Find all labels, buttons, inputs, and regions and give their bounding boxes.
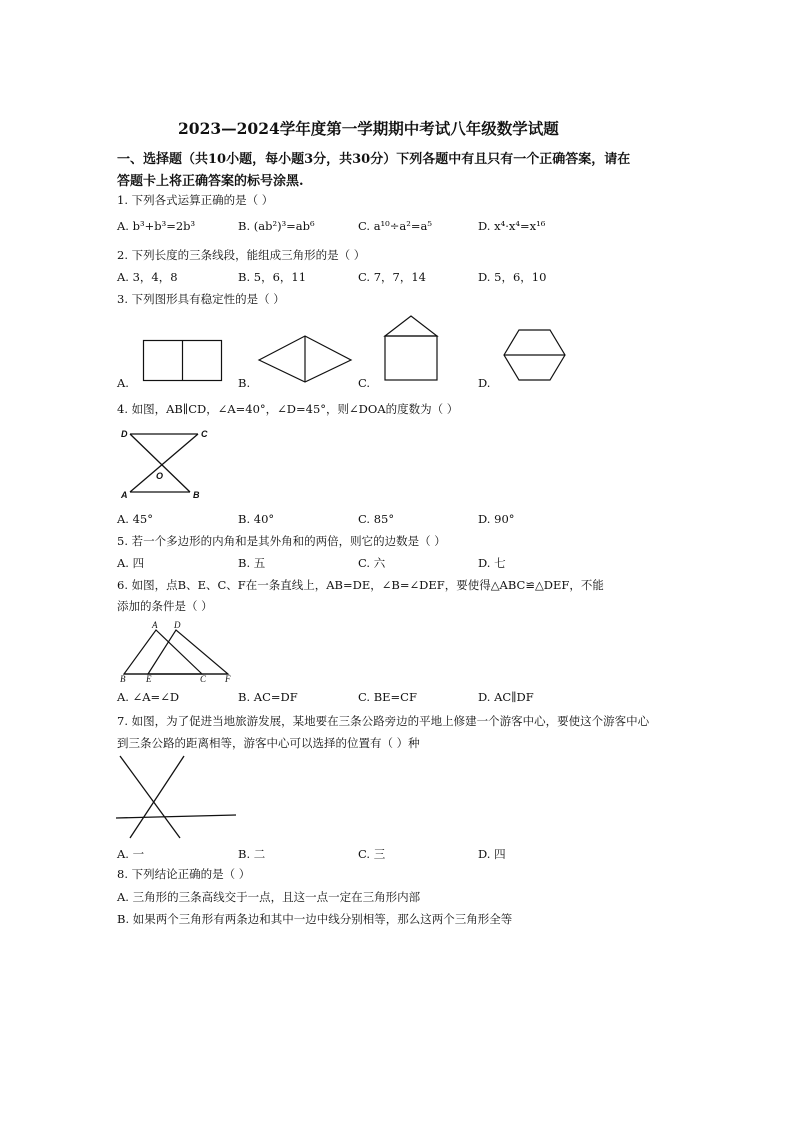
question-2-stem: 2. 下列长度的三条线段，能组成三角形的是（ ） [117, 248, 366, 262]
q2-option-d: D. 5，6，10 [478, 270, 547, 284]
q4-label-a: A [121, 490, 128, 500]
q5-option-a: A. 四 [117, 556, 145, 570]
q7-option-a: A. 一 [117, 847, 145, 861]
q4-option-b: B. 40° [238, 512, 275, 526]
q8-option-b: B. 如果两个三角形有两条边和其中一边中线分别相等，那么这两个三角形全等 [117, 912, 513, 926]
q6-label-a: A [152, 620, 158, 630]
question-1-stem: 1. 下列各式运算正确的是（ ） [117, 193, 274, 207]
q3-figure-d-hexagon [502, 328, 568, 382]
q8-option-a: A. 三角形的三条高线交于一点，且这一点一定在三角形内部 [117, 890, 421, 904]
q6-label-d: D [174, 620, 181, 630]
question-8-stem: 8. 下列结论正确的是（ ） [117, 867, 251, 881]
q4-figure [118, 426, 208, 502]
q1-option-b: B. (ab²)³=ab⁶ [238, 219, 315, 233]
q3-option-d: D. [478, 376, 491, 390]
q5-option-c: C. 六 [358, 556, 386, 570]
q1-option-a: A. b³+b³=2b³ [117, 219, 196, 233]
q5-option-b: B. 五 [238, 556, 266, 570]
question-6-stem-line1: 6. 如图，点B、E、C、F在一条直线上，AB=DE，∠B=∠DEF，要使得△ABC≌△DEF，不能 [117, 578, 604, 592]
q6-figure [118, 620, 236, 682]
question-4-stem: 4. 如图，AB∥CD，∠A=40°，∠D=45°，则∠DOA的度数为（ ） [117, 402, 459, 416]
question-5-stem: 5. 若一个多边形的内角和是其外角和的两倍，则它的边数是（ ） [117, 534, 446, 548]
q2-option-b: B. 5，6，11 [238, 270, 307, 284]
q3-figure-c-house [383, 314, 441, 382]
q3-option-b: B. [238, 376, 251, 390]
q7-option-b: B. 二 [238, 847, 266, 861]
q6-option-d: D. AC∥DF [478, 690, 534, 704]
q6-label-f: F [225, 674, 231, 684]
q4-option-a: A. 45° [117, 512, 153, 526]
q6-label-e: E [146, 674, 152, 684]
q4-label-d: D [121, 429, 128, 439]
question-6-stem-line2: 添加的条件是（ ） [117, 599, 213, 613]
q2-option-c: C. 7，7，14 [358, 270, 426, 284]
q4-label-o: O [156, 471, 164, 481]
question-3-stem: 3. 下列图形具有稳定性的是（ ） [117, 292, 285, 306]
q2-option-a: A. 3，4，8 [117, 270, 178, 284]
page-title: 2023—2024学年度第一学期期中考试八年级数学试题 [178, 119, 559, 138]
q1-option-d: D. x⁴·x⁴=x¹⁶ [478, 219, 546, 233]
q6-option-b: B. AC=DF [238, 690, 298, 704]
q3-figure-a-two-squares [143, 340, 223, 382]
q3-option-c: C. [358, 376, 371, 390]
q6-option-a: A. ∠A=∠D [117, 690, 180, 704]
q6-label-c: C [200, 674, 207, 684]
section-header-line2: 答题卡上将正确答案的标号涂黑. [117, 174, 304, 189]
q4-label-b: B [193, 490, 200, 500]
q4-label-c: C [201, 429, 208, 439]
q3-figure-b-rhombus [258, 334, 354, 384]
q7-option-d: D. 四 [478, 847, 506, 861]
q7-figure-three-roads [116, 754, 240, 840]
q1-option-c: C. a¹⁰÷a²=a⁵ [358, 219, 432, 233]
q4-option-d: D. 90° [478, 512, 515, 526]
section-header-line1: 一、选择题（共10小题，每小题3分，共30分）下列各题中有且只有一个正确答案，请在 [117, 152, 631, 167]
q7-option-c: C. 三 [358, 847, 386, 861]
q5-option-d: D. 七 [478, 556, 506, 570]
question-7-stem-line2: 到三条公路的距离相等，游客中心可以选择的位置有（ ）种 [117, 736, 420, 750]
q4-option-c: C. 85° [358, 512, 395, 526]
q6-option-c: C. BE=CF [358, 690, 417, 704]
q3-option-a: A. [117, 376, 129, 390]
question-7-stem-line1: 7. 如图，为了促进当地旅游发展，某地要在三条公路旁边的平地上修建一个游客中心，要使这个游客中心 [117, 714, 650, 728]
q6-label-b: B [120, 674, 126, 684]
